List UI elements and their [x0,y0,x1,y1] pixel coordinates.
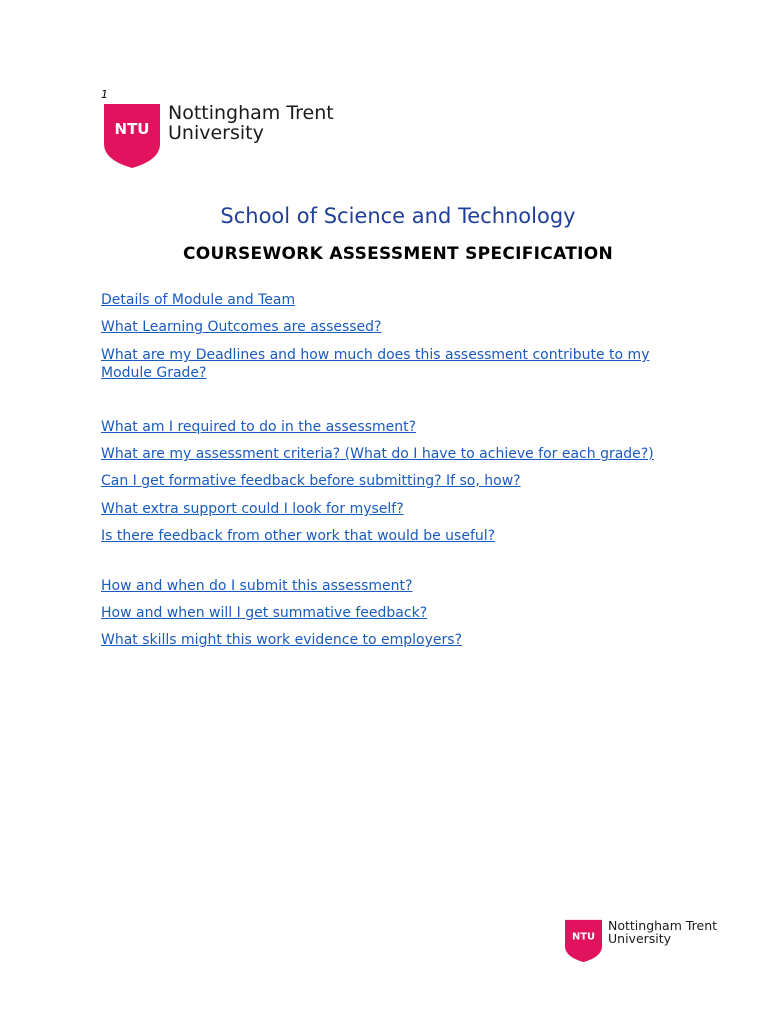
ntu-shield-icon [565,919,602,963]
toc-link-module-team[interactable]: Details of Module and Team [101,292,296,308]
toc-item [101,604,681,622]
toc-item [101,472,681,490]
logo-line2: University [608,931,672,947]
logo-line1: Nottingham Trent [168,102,334,124]
toc-link-summative-feedback[interactable]: How and when will I get summative feedback? [101,605,428,621]
toc-link-other-feedback[interactable]: Is there feedback from other work that would be useful? [101,528,496,544]
toc-item [101,291,681,309]
logo-abbr: NTU [114,120,150,138]
toc-link-extra-support[interactable]: What extra support could I look for myself? [101,501,404,517]
ntu-logo-top [104,104,344,168]
ntu-shield-icon [104,104,160,168]
toc-item [101,418,681,436]
logo-wordmark [168,104,334,144]
toc-item [101,500,681,518]
toc-link-deadlines[interactable]: What are my Deadlines and how much does this assessment contribute to my Module Grade? [101,347,650,381]
toc-item [101,527,681,545]
toc-item [101,577,681,595]
toc-item [101,445,681,463]
toc-link-criteria[interactable]: What are my assessment criteria? (What do I have to achieve for each grade?) [101,446,654,462]
document-title: COURSEWORK ASSESSMENT SPECIFICATION [182,244,614,264]
school-title: School of Science and Technology [220,204,576,228]
toc-link-learning-outcomes[interactable]: What Learning Outcomes are assessed? [101,319,382,335]
toc-item [101,346,681,382]
logo-line2: University [168,121,264,144]
toc-link-requirements[interactable]: What am I required to do in the assessment? [101,419,417,435]
table-of-contents [101,291,681,649]
toc-item [101,631,681,649]
toc-link-submission[interactable]: How and when do I submit this assessment? [101,578,413,594]
logo-abbr: NTU [571,931,596,943]
toc-item [101,318,681,336]
toc-link-employer-skills[interactable]: What skills might this work evidence to employers? [101,632,462,648]
ntu-logo-bottom [565,919,725,963]
logo-line1: Nottingham Trent [608,918,718,933]
logo-wordmark [608,919,717,945]
toc-link-formative-feedback[interactable]: Can I get formative feedback before submitting? If so, how? [101,473,521,489]
page-number: 1 [101,88,108,101]
